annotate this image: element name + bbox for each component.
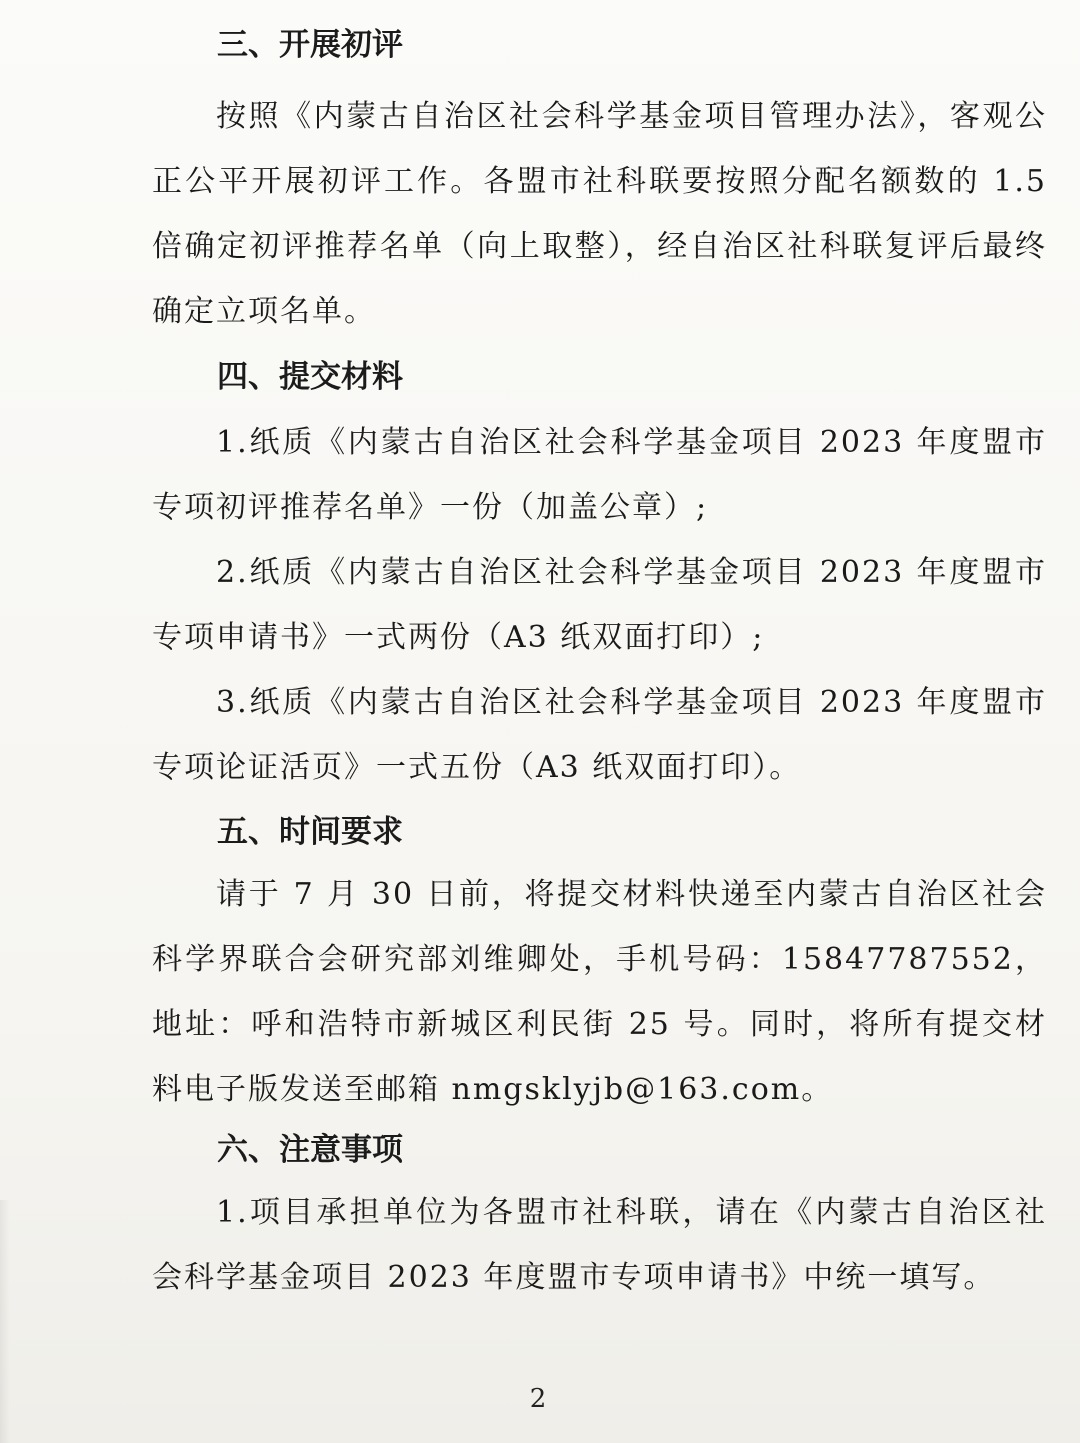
paragraph-initial-review: 按照《内蒙古自治区社会科学基金项目管理办法》，客观公正公平开展初评工作。各盟市社科联要按照分配名额数的 1.5 倍确定初评推荐名单（向上取整），经自治区社科联复评后最终确定立项名单。 [152, 99, 1047, 329]
page-number: 2 [529, 1384, 547, 1414]
section-heading-notes: 六、注意事项 [217, 1132, 403, 1168]
paragraph-note-1: 1.项目承担单位为各盟市社科联，请在《内蒙古自治区社会科学基金项目 2023 年度盟市专项申请书》中统一填写。 [152, 1195, 1047, 1295]
paragraph-material-3: 3.纸质《内蒙古自治区社会科学基金项目 2023 年度盟市专项论证活页》一式五份（A3 纸双面打印）。 [152, 685, 1047, 785]
section-heading-time-requirement: 五、时间要求 [217, 814, 403, 850]
section-heading-submit-materials: 四、提交材料 [217, 359, 403, 395]
paragraph-material-1: 1.纸质《内蒙古自治区社会科学基金项目 2023 年度盟市专项初评推荐名单》一份（加盖公章）; [152, 425, 1047, 525]
section-heading-initial-review: 三、开展初评 [217, 27, 403, 63]
paragraph-time-requirement: 请于 7 月 30 日前，将提交材料快递至内蒙古自治区社会科学界联合会研究部刘维卿处，手机号码：15847787552，地址：呼和浩特市新城区利民街 25 号。同时，将所有提交材料电子版发送至邮箱 nmgsklyjb@163.com。 [152, 877, 1047, 1107]
paragraph-material-2: 2.纸质《内蒙古自治区社会科学基金项目 2023 年度盟市专项申请书》一式两份（A3 纸双面打印）; [152, 555, 1047, 655]
scan-edge-shadow [0, 1200, 10, 1443]
